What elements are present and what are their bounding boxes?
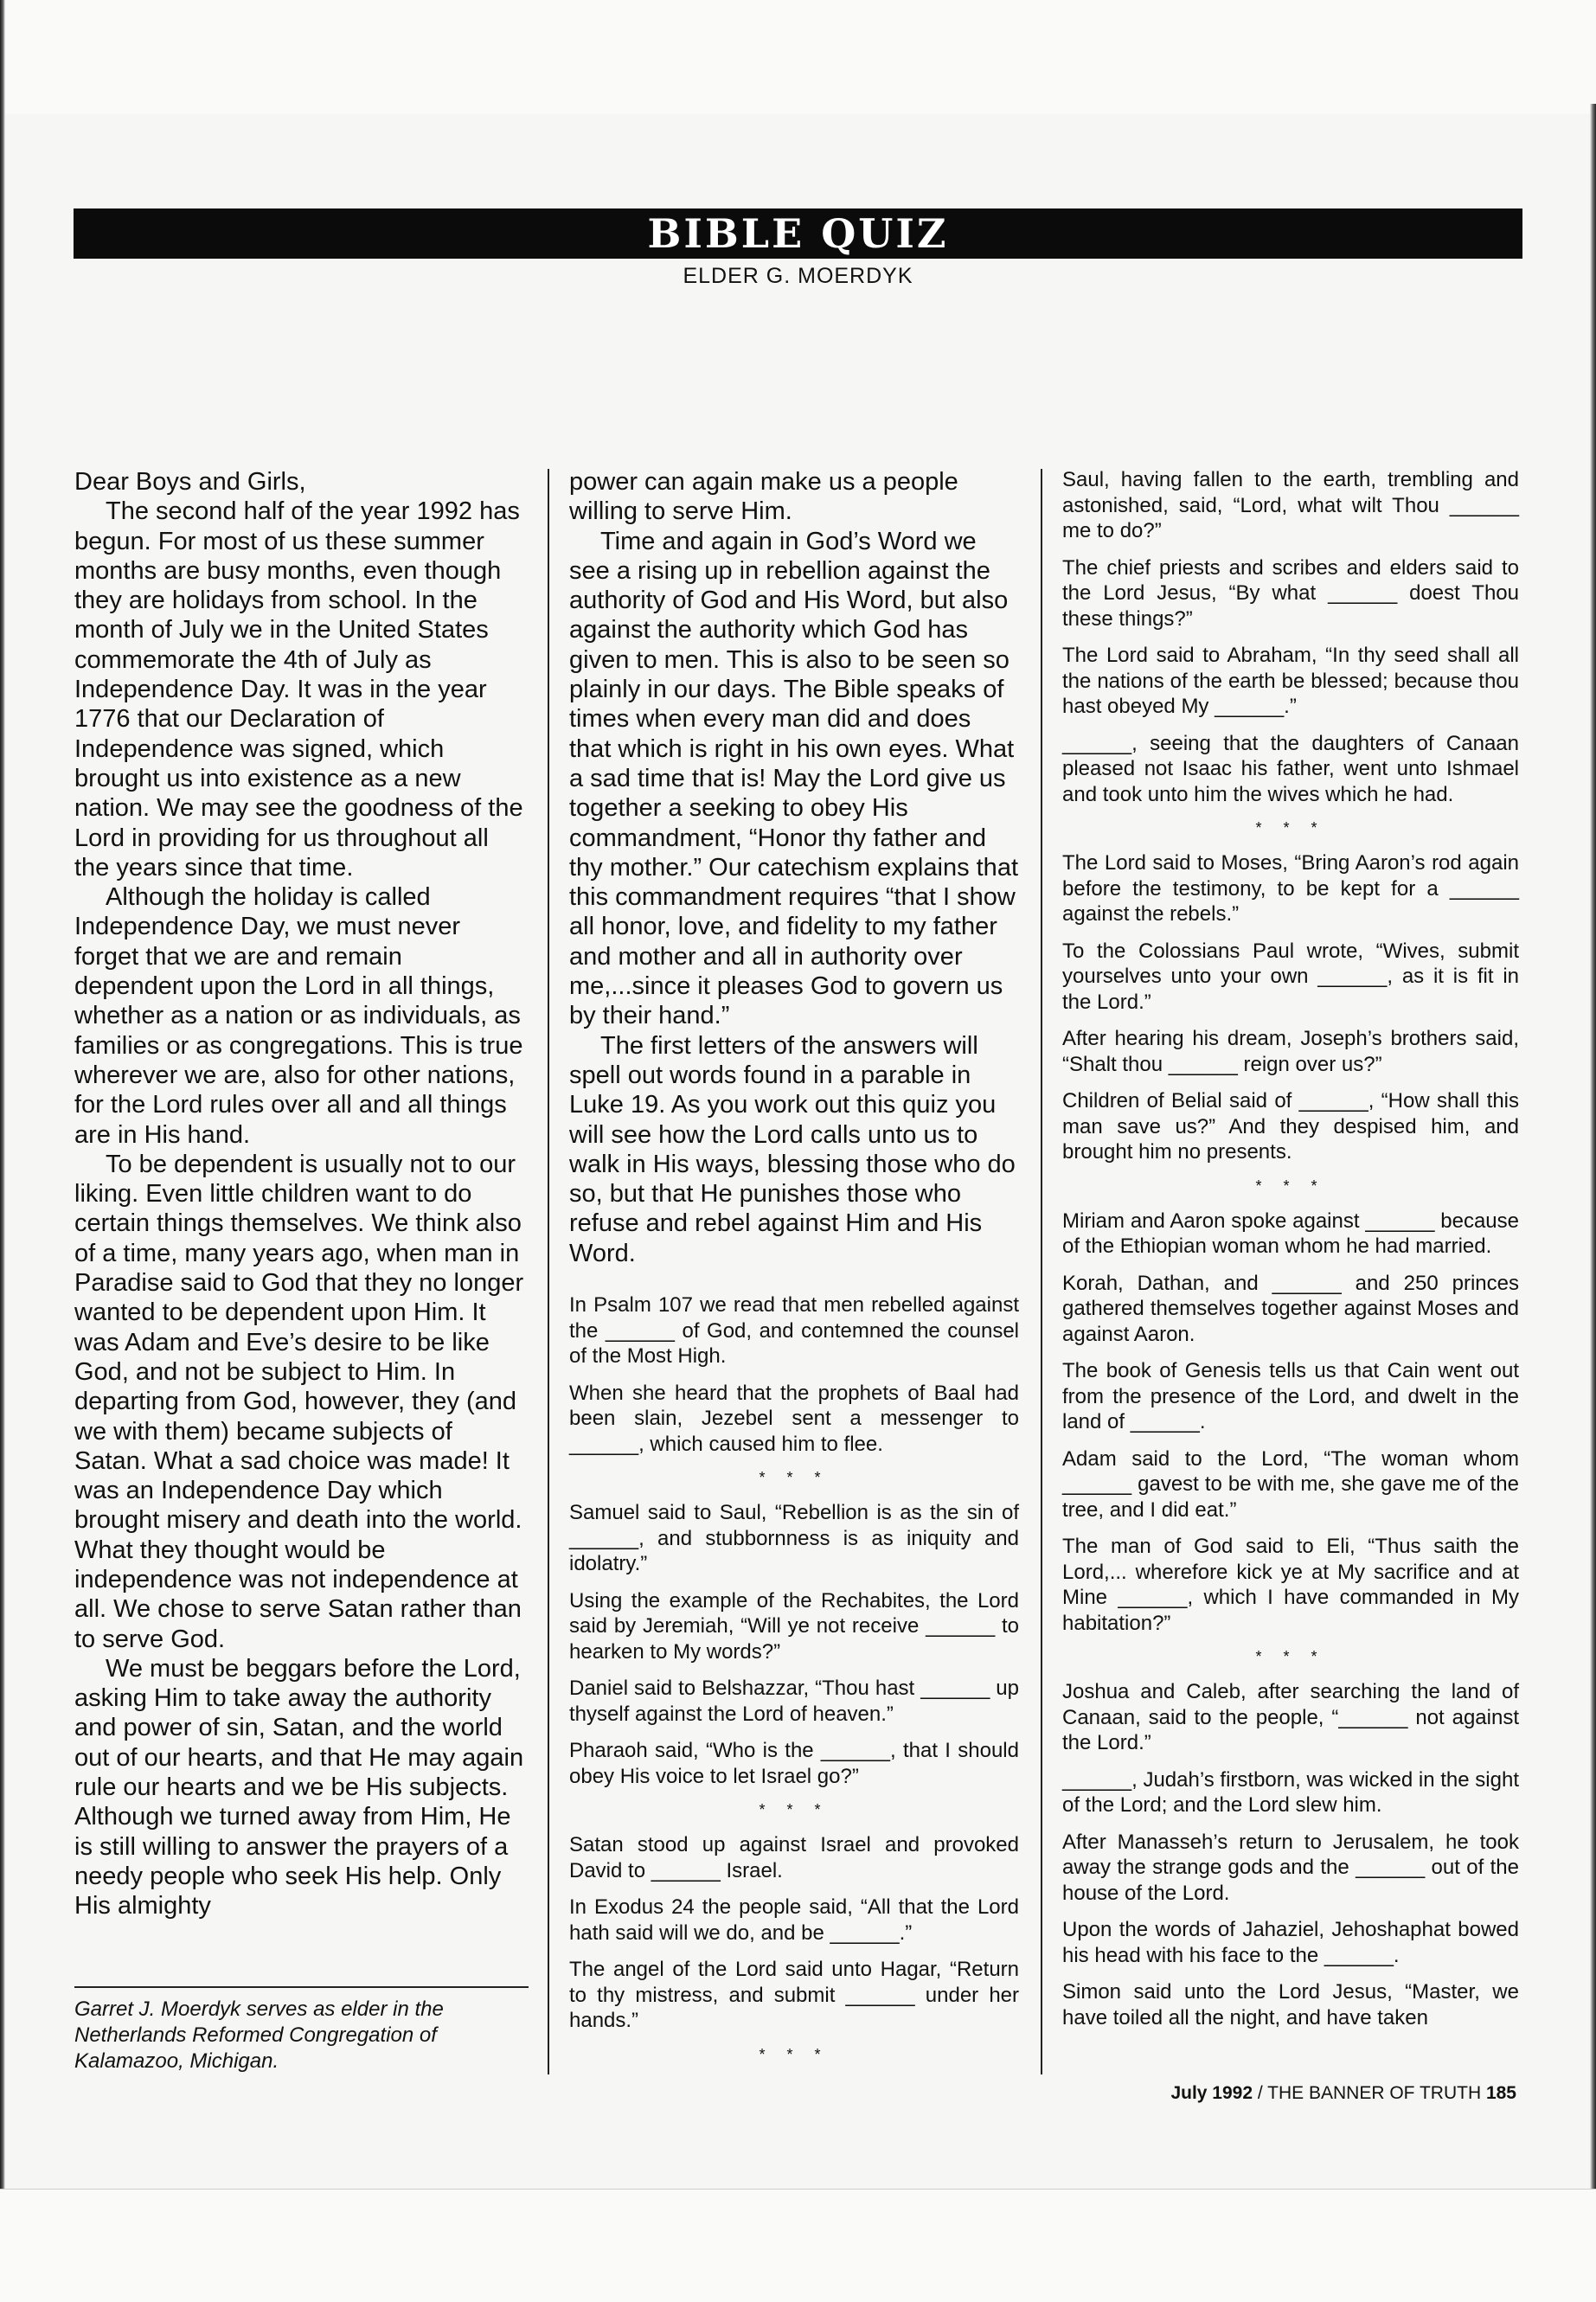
title-banner [74, 208, 1522, 259]
section-separator: * * * [1255, 1177, 1326, 1195]
quiz-question: The man of God said to Eli, “Thus saith the Lord,... wherefore kick ye at My sacrifice and at Mine ______, which I have commanded in My habitation?” [1062, 1535, 1519, 1635]
quiz-question: Children of Belial said of ______, “How shall this man save us?” And they despised him, and brought him no presents. [1062, 1089, 1519, 1164]
quiz-question: ______, Judah’s firstborn, was wicked in the sight of the Lord; and the Lord slew him. [1062, 1767, 1519, 1817]
quiz-question: Miriam and Aaron spoke against ______ because of the Ethiopian woman whom he had married. [1062, 1209, 1519, 1258]
quiz-questions-col3 [1062, 467, 1519, 2030]
column-3 [1062, 467, 1519, 2042]
quiz-question: In Exodus 24 the people said, “All that the Lord hath said will we do, and be ______.” [569, 1895, 1019, 1945]
letter-paragraph: Time and again in God’s Word we see a rising up in rebellion against the authority of God and His Word, but also against the authority which God has given to men. This is also to be seen so plainly in our days. The Bible speaks of times when every man did and does that which is right in his own eyes. What a sad time that is! May the Lord give us together a seeking to obey His commandment, “Honor thy father and thy mother.” Our catechism explains that this commandment requires “that I show all honor, love, and fidelity to my father and mother and all in authority over me,...since it pleases God to govern us by their hand.” [569, 527, 1018, 1030]
page-top-margin [0, 0, 1596, 114]
quiz-question: The chief priests and scribes and elders said to the Lord Jesus, “By what ______ doest Thou these things?” [1062, 555, 1519, 631]
scan-edge-left [0, 0, 5, 2301]
author-footnote [74, 1986, 529, 2074]
quiz-question: Joshua and Caleb, after searching the land of Canaan, said to the people, “______ not against the Lord.” [1062, 1680, 1519, 1754]
quiz-questions-col2 [569, 1292, 1019, 2066]
quiz-question: Saul, having fallen to the earth, trembling and astonished, said, “Lord, what wilt Thou ______ me to do?” [1062, 468, 1519, 542]
quiz-question: Adam said to the Lord, “The woman whom ______ gavest to be with me, she gave me of the tree, and I did eat.” [1062, 1446, 1519, 1522]
quiz-question: Simon said unto the Lord Jesus, “Master, we have toiled all the night, and have taken [1062, 1980, 1519, 2029]
letter-paragraph: The second half of the year 1992 has begun. For most of us these summer months are busy months, even though they are holidays from school. In the month of July we in the United States commemorate the 4th of July as Independence Day. It was in the year 1776 that our Declaration of Independence was signed, which brought us into existence as a new nation. We may see the goodness of the Lord in providing for us throughout all the years since that time. [74, 497, 523, 882]
quiz-question: The Lord said to Abraham, “In thy seed shall all the nations of the earth be blessed; because thou hast obeyed My ______.” [1062, 644, 1519, 718]
quiz-question: Upon the words of Jahaziel, Jehoshaphat bowed his head with his face to the ______. [1062, 1918, 1519, 1967]
page-footer [1062, 2083, 1516, 2104]
section-separator: * * * [1255, 819, 1326, 837]
quiz-question: The angel of the Lord said unto Hagar, “Return to thy mistress, and submit ______ under her hands.” [569, 1958, 1019, 2033]
quiz-question: When she heard that the prophets of Baal had been slain, Jezebel sent a messenger to ______, which caused him to flee. [569, 1381, 1019, 1456]
letter-paragraph: Although the holiday is called Independence Day, we must never forget that we are and remain dependent upon the Lord in all things, whether as a nation or as individuals, as families or as congregations. This is true wherever we are, also for other nations, for the Lord rules over all and all things are in His hand. [74, 883, 523, 1149]
author-byline: ELDER G. MOERDYK [683, 264, 913, 288]
column-rule-1 [548, 469, 549, 2074]
quiz-question: ______, seeing that the daughters of Canaan pleased not Isaac his father, went unto Ishmael and took unto him the wives which he had. [1062, 731, 1519, 806]
quiz-question: Daniel said to Belshazzar, “Thou hast ______ up thyself against the Lord of heaven.” [569, 1677, 1019, 1726]
column-1 [74, 467, 524, 1921]
page-number: 185 [1485, 2083, 1516, 2103]
quiz-question: Using the example of the Rechabites, the Lord said by Jeremiah, “Will ye not receive ______ to hearken to My words?” [569, 1588, 1019, 1664]
quiz-question: After hearing his dream, Joseph’s brothers said, “Shalt thou ______ reign over us?” [1062, 1027, 1519, 1076]
letter-salutation: Dear Boys and Girls, [74, 468, 306, 496]
column-rule-2 [1041, 469, 1042, 2074]
section-separator: * * * [759, 2045, 830, 2063]
page-bottom-margin [0, 2189, 1596, 2302]
section-separator: * * * [1255, 1648, 1326, 1665]
section-separator: * * * [759, 1469, 830, 1487]
column-2 [569, 467, 1019, 2077]
quiz-question: Korah, Dathan, and ______ and 250 princes gathered themselves together against Moses and against Aaron. [1062, 1271, 1519, 1346]
quiz-question: The Lord said to Moses, “Bring Aaron’s rod again before the testimony, to be kept for a ______ against the rebels.” [1062, 851, 1519, 926]
letter-paragraph: power can again make us a people willing to serve Him. [569, 468, 958, 526]
quiz-question: Satan stood up against Israel and provoked David to ______ Israel. [569, 1833, 1019, 1882]
scan-edge-right [1590, 104, 1596, 2301]
section-separator: * * * [759, 1801, 830, 1819]
issue-date: July 1992 [1170, 2083, 1253, 2103]
publication-name: / THE BANNER OF TRUTH [1257, 2083, 1482, 2103]
page-title: BIBLE QUIZ [647, 210, 949, 257]
letter-paragraph: The first letters of the answers will spell out words found in a parable in Luke 19. As you work out this quiz you will see how the Lord calls unto us to walk in His ways, blessing those who do so, but that He punishes those who refuse and rebel against Him and His Word. [569, 1031, 1016, 1267]
letter-paragraph: To be dependent is usually not to our liking. Even little children want to do certain things themselves. We think also of a time, many years ago, when man in Paradise said to God that they no longer wanted to be dependent upon Him. It was Adam and Eve’s desire to be like God, and not be subject to Him. In departing from God, however, they (and we with them) became subjects of Satan. What a sad choice was made! It was an Independence Day which brought misery and death into the world. What they thought would be independence was not independence at all. We chose to serve Satan rather than to serve God. [74, 1150, 524, 1653]
quiz-question: Samuel said to Saul, “Rebellion is as the sin of ______, and stubbornness is as iniquity and idolatry.” [569, 1501, 1019, 1576]
quiz-question: The book of Genesis tells us that Cain went out from the presence of the Lord, and dwelt in the land of ______. [1062, 1359, 1519, 1433]
quiz-question: Pharaoh said, “Who is the ______, that I should obey His voice to let Israel go?” [569, 1739, 1019, 1788]
quiz-question: After Manasseh’s return to Jerusalem, he took away the strange gods and the ______ out of the house of the Lord. [1062, 1830, 1519, 1905]
quiz-question: To the Colossians Paul wrote, “Wives, submit yourselves unto your own ______, as it is fit in the Lord.” [1062, 939, 1519, 1014]
letter-paragraph: We must be beggars before the Lord, asking Him to take away the authority and power of sin, Satan, and the world out of our hearts, and that He may again rule our hearts and we be His subjects. Although we turned away from Him, He is still willing to answer the prayers of a needy people who seek His help. Only His almighty [74, 1654, 524, 1920]
footnote-text: Garret J. Moerdyk serves as elder in the Netherlands Reformed Congregation of Kalamazoo, Michigan. [74, 1997, 444, 2073]
letter-continued [569, 467, 1019, 1268]
letter-body [74, 467, 524, 1921]
quiz-question: In Psalm 107 we read that men rebelled against the ______ of God, and contemned the counsel of the Most High. [569, 1293, 1019, 1369]
